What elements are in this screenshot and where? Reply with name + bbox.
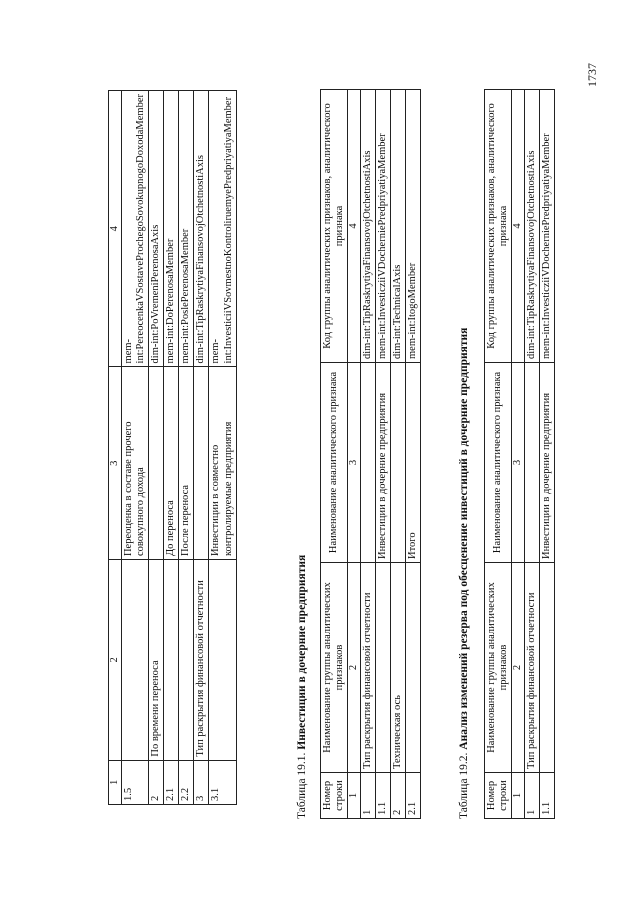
column-header: Наименование аналитического признака: [485, 363, 512, 563]
table-row: [540, 90, 555, 819]
table-19-1: [320, 89, 421, 819]
row-number: 1.1: [376, 773, 391, 819]
caption-prefix: Таблица 19.1.: [296, 749, 308, 819]
table-row: [164, 91, 179, 805]
attribute-code: dim-int:TechnicalAxis: [391, 90, 406, 363]
group-name: Тип раскрытия финансовой отчетности: [194, 560, 209, 761]
table-row: [525, 90, 540, 819]
table-row: [406, 90, 421, 819]
attribute-name: [194, 367, 209, 560]
attribute-code: mem-int:InvesticiiVSovmestnoKontroliruemyePredpriyatiyaMember: [209, 91, 236, 367]
attribute-code: mem-int:DoPerenosaMember: [164, 91, 179, 367]
caption-prefix: Таблица 19.2.: [458, 749, 470, 819]
row-number: 3: [194, 760, 209, 804]
attribute-name: Инвестиции в совместно контролируемые предприятия: [209, 367, 236, 560]
group-name: [179, 560, 194, 761]
caption-title: Инвестиции в дочерние предприятия: [296, 554, 308, 750]
table-row: [149, 91, 164, 805]
attribute-name: [361, 363, 376, 563]
table-row: [122, 91, 149, 805]
attribute-code: mem-int:PereocenkaVSostaveProchegoSovokupnogoDoxodaMember: [122, 91, 149, 367]
column-number: 1: [348, 773, 361, 819]
row-number: 2: [391, 773, 406, 819]
table-row: [209, 91, 236, 805]
attribute-name: Переоценка в составе прочего совокупного дохода: [122, 367, 149, 560]
column-number: 3: [109, 367, 122, 560]
column-header: Код группы аналитических признаков, аналитического признака: [321, 90, 348, 363]
attribute-name: Инвестиции в дочерние предприятия: [376, 363, 391, 563]
caption-title: Анализ изменений резерва под обесценение инвестиций в дочерние предприятия: [458, 327, 470, 750]
column-numbers-row: [512, 90, 525, 819]
group-name: [540, 563, 555, 773]
attribute-name: Инвестиции в дочерние предприятия: [540, 363, 555, 563]
table-row: [361, 90, 376, 819]
attribute-name: [525, 363, 540, 563]
column-number: 4: [109, 91, 122, 367]
column-header: Наименование группы аналитических признаков: [485, 563, 512, 773]
column-header: Наименование группы аналитических признаков: [321, 563, 348, 773]
attribute-code: dim-int:PoVremeniPerenosaAxis: [149, 91, 164, 367]
table-row: [391, 90, 406, 819]
attribute-name: [391, 363, 406, 563]
column-number: 3: [512, 363, 525, 563]
column-number: 4: [348, 90, 361, 363]
column-numbers-row: [109, 91, 122, 805]
table-continued: [108, 90, 237, 805]
group-name: Тип раскрытия финансовой отчетности: [525, 563, 540, 773]
row-number: 1.1: [540, 773, 555, 819]
column-number: 1: [109, 760, 122, 804]
attribute-name: Итого: [406, 363, 421, 563]
table-caption: [296, 555, 308, 819]
row-number: 1: [361, 773, 376, 819]
column-number: 2: [109, 560, 122, 761]
group-name: Техническая ось: [391, 563, 406, 773]
group-name: [209, 560, 236, 761]
column-number: 4: [512, 90, 525, 363]
attribute-code: mem-int:InvesticziiVDocherniePredpriyatiyaMember: [540, 90, 555, 363]
table-row: [376, 90, 391, 819]
group-name: [164, 560, 179, 761]
table-19-2: [484, 89, 555, 819]
column-header: Код группы аналитических признаков, аналитического признака: [485, 90, 512, 363]
attribute-code: mem-int:InvesticziiVDocherniePredpriyatiyaMember: [376, 90, 391, 363]
row-number: 1.5: [122, 760, 149, 804]
group-name: [406, 563, 421, 773]
header-row: [321, 90, 348, 819]
attribute-name: [149, 367, 164, 560]
row-number: 2.1: [406, 773, 421, 819]
row-number: 3.1: [209, 760, 236, 804]
header-row: [485, 90, 512, 819]
attribute-code: mem-int:PoslePerenosaMember: [179, 91, 194, 367]
attribute-code: dim-int:TipRaskrytiyaFinansovojOtchetnostiAxis: [194, 91, 209, 367]
row-number: 2: [149, 760, 164, 804]
row-number: 2.1: [164, 760, 179, 804]
table-caption: [458, 328, 470, 819]
row-number: 2.2: [179, 760, 194, 804]
attribute-code: dim-int:TipRaskrytiyaFinansovojOtchetnostiAxis: [361, 90, 376, 363]
group-name: Тип раскрытия финансовой отчетности: [361, 563, 376, 773]
column-number: 3: [348, 363, 361, 563]
column-header: Наименование аналитического признака: [321, 363, 348, 563]
attribute-code: dim-int:TipRaskrytiyaFinansovojOtchetnostiAxis: [525, 90, 540, 363]
column-number: 2: [348, 563, 361, 773]
table-row: [179, 91, 194, 805]
attribute-code: mem-int:ItogoMember: [406, 90, 421, 363]
column-header: Номер строки: [321, 773, 348, 819]
column-number: 2: [512, 563, 525, 773]
group-name: По времени переноса: [149, 560, 164, 761]
attribute-name: После переноса: [179, 367, 194, 560]
row-number: 1: [525, 773, 540, 819]
column-number: 1: [512, 773, 525, 819]
page-number: 1737: [585, 63, 599, 87]
table-row: [194, 91, 209, 805]
group-name: [376, 563, 391, 773]
column-header: Номер строки: [485, 773, 512, 819]
column-numbers-row: [348, 90, 361, 819]
attribute-name: До переноса: [164, 367, 179, 560]
group-name: [122, 560, 149, 761]
